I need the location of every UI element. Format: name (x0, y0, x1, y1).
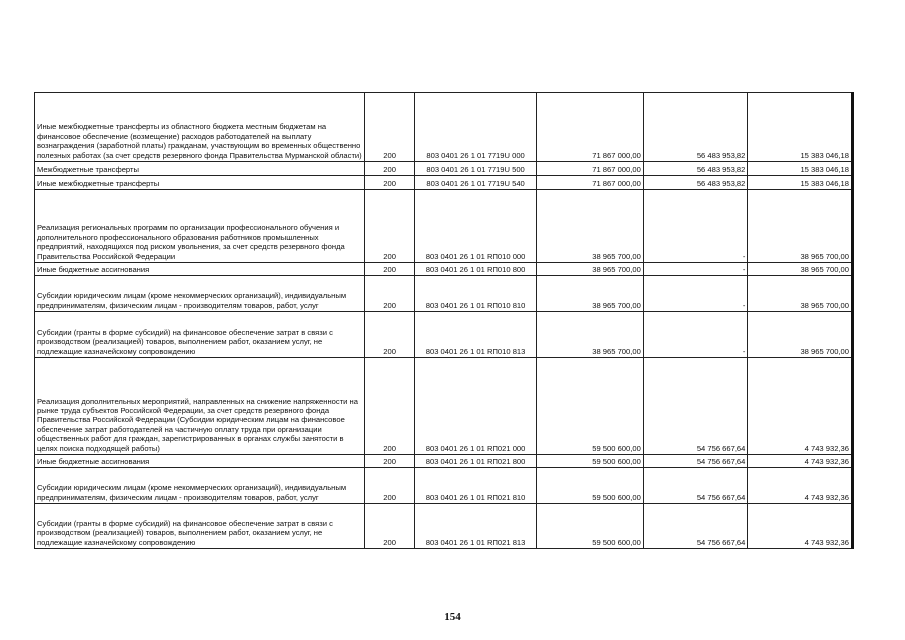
row-name: Иные бюджетные ассигнования (35, 455, 365, 468)
row-name: Иные межбюджетные трансферты (35, 176, 365, 190)
row-kbk: 803 0401 26 1 01 7719U 540 (414, 176, 536, 190)
row-kbk: 803 0401 26 1 01 RП021 813 (414, 504, 536, 549)
row-unexecuted: 4 743 932,36 (748, 455, 853, 468)
table-row (35, 93, 853, 162)
row-executed: 54 756 667,64 (643, 468, 748, 504)
row-code: 200 (365, 162, 415, 176)
row-approved: 38 965 700,00 (537, 263, 644, 276)
row-executed: 56 483 953,82 (643, 162, 748, 176)
row-approved: 59 500 600,00 (537, 455, 644, 468)
row-name: Межбюджетные трансферты (35, 162, 365, 176)
row-executed: - (643, 263, 748, 276)
row-code: 200 (365, 93, 415, 162)
row-approved: 71 867 000,00 (537, 93, 644, 162)
row-name: Реализация региональных программ по организации профессионального обучения и дополнительного профессионального образования работников промышленных предприятий, находящихся под риском увольнения, за счет средств резервного фонда Правительства Российской Федерации (35, 190, 365, 263)
row-executed: - (643, 312, 748, 358)
row-code: 200 (365, 190, 415, 263)
table-row (35, 312, 853, 358)
row-code: 200 (365, 263, 415, 276)
row-name: Иные межбюджетные трансферты из областного бюджета местным бюджетам на финансовое обеспечение (возмещение) расходов работодателей на выплату вознаграждения (заработной платы) гражданам, участвующим во временных общественно полезных работах (за счет средств резервного фонда Правительства Мурманской области) (35, 93, 365, 162)
row-executed: 56 483 953,82 (643, 93, 748, 162)
row-name: Субсидии (гранты в форме субсидий) на финансовое обеспечение затрат в связи с производством (реализацией) товаров, выполнением работ, оказанием услуг, не подлежащие казначейскому сопровождению (35, 504, 365, 549)
row-unexecuted: 15 383 046,18 (748, 162, 853, 176)
row-approved: 71 867 000,00 (537, 176, 644, 190)
row-code: 200 (365, 276, 415, 312)
row-approved: 59 500 600,00 (537, 504, 644, 549)
table-row (35, 455, 853, 468)
row-code: 200 (365, 468, 415, 504)
row-name: Субсидии (гранты в форме субсидий) на финансовое обеспечение затрат в связи с производством (реализацией) товаров, выполнением работ, оказанием услуг, не подлежащие казначейскому сопровождению (35, 312, 365, 358)
row-name: Субсидии юридическим лицам (кроме некоммерческих организаций), индивидуальным предпринимателям, физическим лицам - производителям товаров, работ, услуг (35, 276, 365, 312)
row-unexecuted: 38 965 700,00 (748, 312, 853, 358)
row-kbk: 803 0401 26 1 01 RП010 800 (414, 263, 536, 276)
table-row (35, 504, 853, 549)
row-approved: 59 500 600,00 (537, 468, 644, 504)
row-executed: 54 756 667,64 (643, 504, 748, 549)
table-row (35, 162, 853, 176)
row-executed: 56 483 953,82 (643, 176, 748, 190)
row-code: 200 (365, 176, 415, 190)
row-unexecuted: 38 965 700,00 (748, 190, 853, 263)
row-unexecuted: 38 965 700,00 (748, 276, 853, 312)
row-kbk: 803 0401 26 1 01 RП010 000 (414, 190, 536, 263)
row-name: Иные бюджетные ассигнования (35, 263, 365, 276)
row-unexecuted: 4 743 932,36 (748, 358, 853, 455)
row-kbk: 803 0401 26 1 01 RП010 813 (414, 312, 536, 358)
row-executed: - (643, 276, 748, 312)
row-kbk: 803 0401 26 1 01 RП021 810 (414, 468, 536, 504)
row-kbk: 803 0401 26 1 01 RП021 000 (414, 358, 536, 455)
row-kbk: 803 0401 26 1 01 RП021 800 (414, 455, 536, 468)
row-name: Субсидии юридическим лицам (кроме некоммерческих организаций), индивидуальным предпринимателям, физическим лицам - производителям товаров, работ, услуг (35, 468, 365, 504)
row-unexecuted: 15 383 046,18 (748, 93, 853, 162)
row-unexecuted: 38 965 700,00 (748, 263, 853, 276)
row-executed: 54 756 667,64 (643, 455, 748, 468)
row-kbk: 803 0401 26 1 01 7719U 000 (414, 93, 536, 162)
page-number: 154 (444, 611, 461, 623)
row-unexecuted: 4 743 932,36 (748, 468, 853, 504)
row-approved: 71 867 000,00 (537, 162, 644, 176)
table-row (35, 468, 853, 504)
table-row (35, 263, 853, 276)
table-row (35, 358, 853, 455)
table-row (35, 176, 853, 190)
row-kbk: 803 0401 26 1 01 7719U 500 (414, 162, 536, 176)
row-unexecuted: 15 383 046,18 (748, 176, 853, 190)
row-approved: 38 965 700,00 (537, 312, 644, 358)
row-approved: 38 965 700,00 (537, 190, 644, 263)
row-name: Реализация дополнительных мероприятий, направленных на снижение напряженности на рынке труда субъектов Российской Федерации, за счет средств резервного фонда Правительства Российской Федерации (Субсидии юридическим лицам на финансовое обеспечение затрат работодателей на частичную оплату труда при организации общественных работ для граждан, зарегистрированных в органах службы занятости в целях поиска подходящей работы) (35, 358, 365, 455)
row-kbk: 803 0401 26 1 01 RП010 810 (414, 276, 536, 312)
row-code: 200 (365, 504, 415, 549)
row-executed: - (643, 190, 748, 263)
table-row (35, 276, 853, 312)
row-code: 200 (365, 358, 415, 455)
row-code: 200 (365, 455, 415, 468)
budget-table (34, 92, 854, 549)
table-row (35, 190, 853, 263)
row-approved: 59 500 600,00 (537, 358, 644, 455)
row-executed: 54 756 667,64 (643, 358, 748, 455)
row-code: 200 (365, 312, 415, 358)
row-unexecuted: 4 743 932,36 (748, 504, 853, 549)
row-approved: 38 965 700,00 (537, 276, 644, 312)
